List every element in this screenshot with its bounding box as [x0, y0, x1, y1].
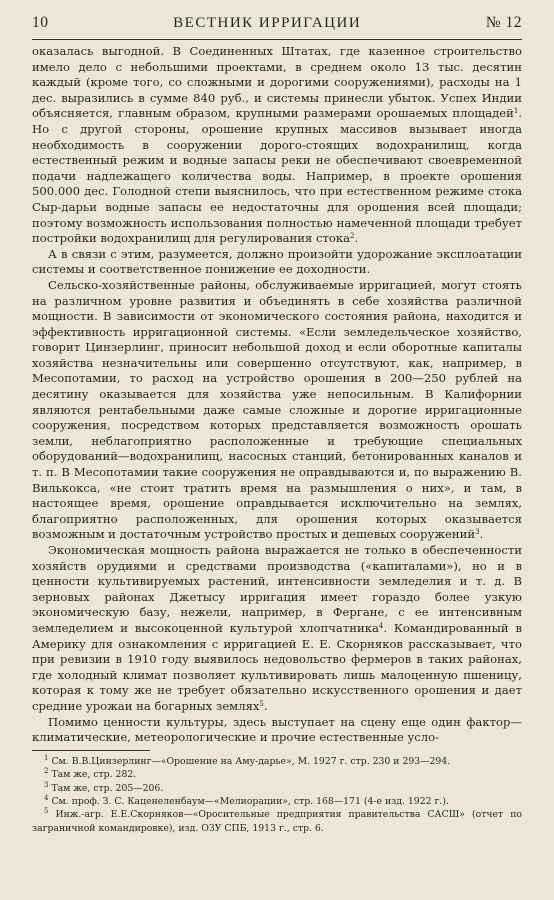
paragraph-5: Помимо ценности культуры, здесь выступает на сцену еще один фактор—климатические, метеорологические и прочие естественные усло- [32, 714, 522, 745]
footnote-ref-3: 3 [475, 528, 480, 537]
journal-title: ВЕСТНИК ИРРИГАЦИИ [173, 15, 362, 31]
footnote-rule [32, 750, 150, 751]
footnote-ref-2: 2 [350, 232, 355, 241]
article-body [32, 44, 522, 746]
paragraph-2: А в связи с этим, разумеется, должно произойти удорожание эксплоатации системы и соответственное понижение ее доходности. [32, 246, 522, 277]
header-rule [32, 39, 522, 40]
footnotes [32, 755, 522, 835]
footnote-ref-1: 1 [513, 107, 519, 116]
footnote-5: $^5$ Инж.-агр. Е.Е.Скорняков—«Оросительные предприятия правительства САСШ» (отчет по заграничной командировке), изд. ОЗУ СПБ, 1913 г., стр. 6. [32, 807, 522, 834]
footnote-3: $^3$ Там же, стр. 205—206. [44, 780, 164, 794]
footnote-1: $^1$ См. В.В.Цинзерлинг—«Орошение на Аму-дарье», М. 1927 г. стр. 230 и 293—294. [44, 753, 451, 767]
paragraph-4: Экономическая мощность района выражается не только в обеспеченности хозяйств орудиями и средствами производства («капиталами»), но и в ценности культивируемых растений, интенсивности земледелия и т. д. В зерновых районах Джетысу ирригация имеет гораздо более узкую экономическую базу, нежели, например, в Фергане, с ее интенсивным земледелием и высокоценной культурой хлопчатника$^4$. Командированный в Америку для ознакомления с ирригацией Е. Е. Скорняков рассказывает, что при ревизии в 1910 году выявилось недовольство фермеров в таких районах, где холодный климат позволяет культивировать лишь малоценную пшеницу, которая к тому же не требует обязательно искусственного орошения и дает средние урожаи на богарных землях$^5$. [32, 543, 523, 713]
running-header [32, 14, 522, 36]
footnote-ref-5: 5 [259, 699, 264, 708]
page-number: 10 [32, 14, 49, 31]
footnote-2: $^2$ Там же, стр. 282. [44, 767, 137, 781]
paragraph-3: Сельско-хозяйственные районы, обслуживаемые ирригацией, могут стоять на различном уровне развития и объединять в себе хозяйства различной мощности. В зависимости от экономического состояния района, находится и эффективность ирригационной системы. «Если земледельческое хозяйство, говорит Цинзерлинг, приносит небольшой доход и если оборотные капиталы хозяйства незначительны или совершенно отсутствуют, как, например, в Месопотамии, то расход на устройство орошения в 200—250 рублей на десятину оказывается для хозяйства уже непосильным. В Калифорнии являются рентабельными даже самые сложные и дорогие ирригационные сооружения, посредством которых представляется возможность орошать земли, неблагоприятно расположенные и требующие специальных оборудований—водохранилищ, насосных станций, бетонированных каналов и т. п. В Месопотамии такие сооружения не оправдываются и, по выражению В. Вилькокса, «не стоит тратить время на размышления о них», и там, в настоящее время, орошение оправдывается исключительно на землях, благоприятно расположенных, для орошения которых оказывается возможным и достаточным устройство простых и дешевых сооружений$^3$. [32, 277, 522, 542]
footnote-4: $^4$ См. проф. З. С. Каценеленбаум—«Мелиорации», стр. 168—171 (4-е изд. 1922 г.). [44, 793, 449, 807]
footnote-ref-4: 4 [378, 621, 384, 630]
issue-number: № 12 [485, 14, 522, 31]
paragraph-1: оказалась выгодной. В Соединенных Штатах, где казенное строительство имело дело с небольшими проектами, в среднем около 13 тыс. десятин каждый (кроме того, со сложными и дорогими сооружениями), расходы на 1 дес. выразились в сумме 840 руб., и системы принесли убыток. Успех Индии объясняется, главным образом, крупными размерами орошаемых площадей$^1$. Но с другой стороны, орошение крупных массивов вызывает иногда необходимость в сооружении дорого-стоящих водохранилищ, когда естественный режим и водные запасы реки не обеспечивают своевременной подачи надлежащего количества воды. Например, в проекте орошения 500.000 дес. Голодной степи выяснилось, что при естественном режиме стока Сыр-дарьи водные запасы ее недостаточны для орошения всей площади; поэтому возможность использования полностью намеченной площади требует постройки водохранилищ для регулирования стока$^2$. [32, 44, 522, 246]
